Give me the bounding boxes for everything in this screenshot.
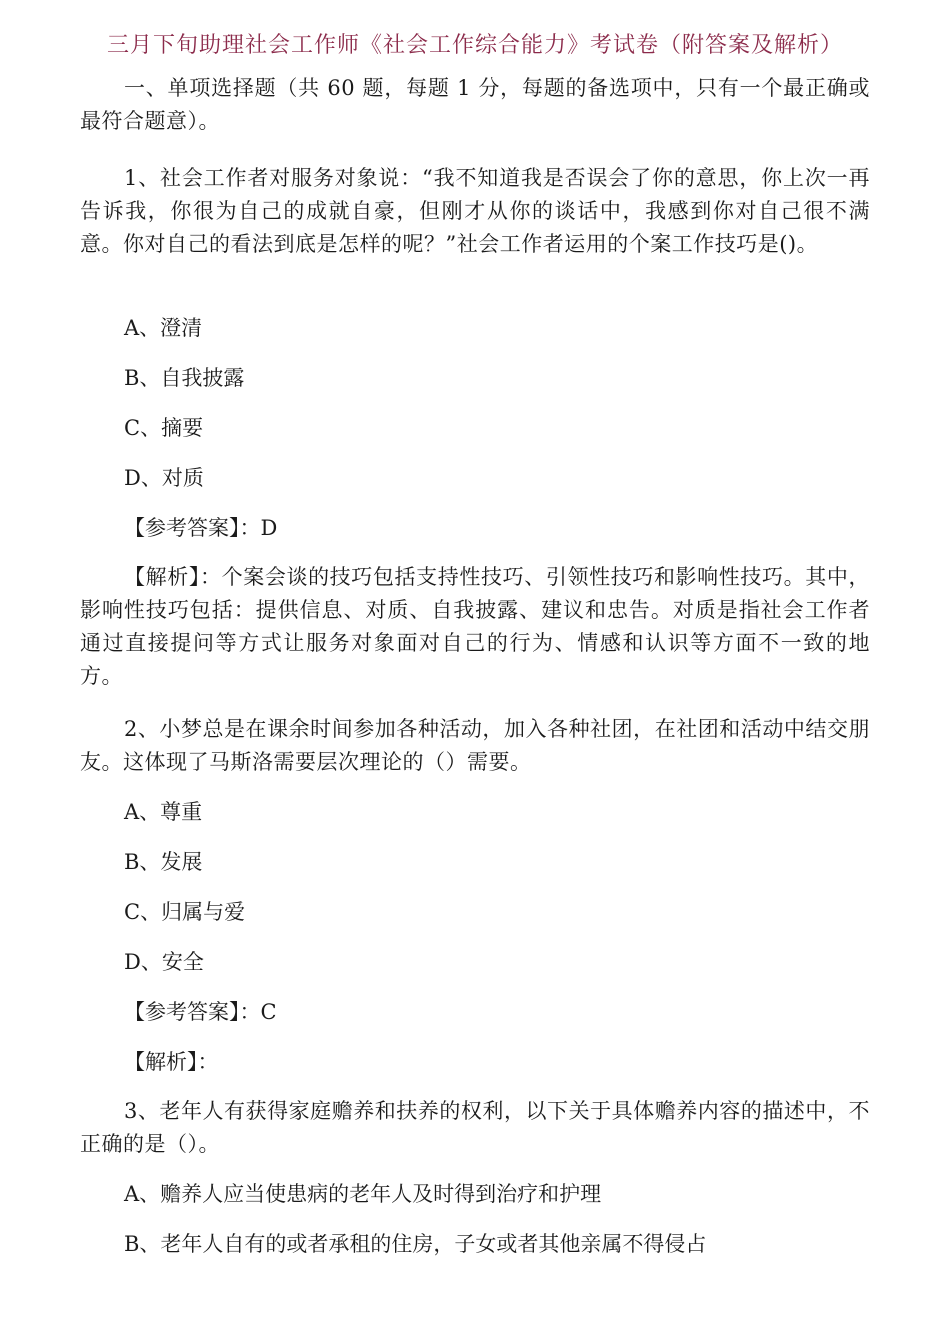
- question-1-option-a: A、澄清: [124, 316, 203, 340]
- analysis-label: 【解析】：: [124, 1050, 219, 1074]
- question-2-option-c: C、归属与爱: [124, 900, 246, 924]
- question-3-option-b: B、老年人自有的或者承租的住房，子女或者其他亲属不得侵占: [124, 1232, 707, 1256]
- question-1-analysis: [80, 561, 870, 693]
- document-title: 三月下旬助理社会工作师《社会工作综合能力》考试卷（附答案及解析）: [106, 33, 843, 58]
- answer-value: C: [260, 1000, 277, 1024]
- question-2-analysis: [124, 1047, 219, 1077]
- question-2-stem: 2、小梦总是在课余时间参加各种活动，加入各种社团，在社团和活动中结交朋友。这体现了马斯洛需要层次理论的（）需要。: [80, 717, 870, 774]
- answer-label: 【参考答案】：: [124, 516, 261, 540]
- analysis-label: 【解析】：: [124, 565, 222, 589]
- answer-value: D: [260, 516, 278, 540]
- question-1-option-b: B、自我披露: [124, 366, 245, 390]
- answer-label: 【参考答案】：: [124, 1000, 261, 1024]
- question-2-answer: [124, 997, 277, 1027]
- question-2-option-b: B、发展: [124, 850, 203, 874]
- question-1-answer: [124, 513, 277, 543]
- question-1-option-d: D、对质: [124, 466, 204, 490]
- question-3-stem: 3、老年人有获得家庭赡养和扶养的权利，以下关于具体赡养内容的描述中，不正确的是（）。: [80, 1099, 870, 1156]
- analysis-text: 个案会谈的技巧包括支持性技巧、引领性技巧和影响性技巧。其中，影响性技巧包括：提供信息、对质、自我披露、建议和忠告。对质是指社会工作者通过直接提问等方式让服务对象面对自己的行为、情感和认识等方面不一致的地方。: [80, 565, 871, 688]
- question-3-option-a: A、赡养人应当使患病的老年人及时得到治疗和护理: [124, 1182, 602, 1206]
- section-heading: 一、单项选择题（共 60 题，每题 1 分，每题的备选项中，只有一个最正确或最符合题意）。: [80, 76, 870, 133]
- question-1-option-c: C、摘要: [124, 416, 204, 440]
- question-1-stem: 1、社会工作者对服务对象说：“我不知道我是否误会了你的意思，你上次一再告诉我，你很为自己的成就自豪，但刚才从你的谈话中，我感到你对自己很不满意。你对自己的看法到底是怎样的呢？”社会工作者运用的个案工作技巧是()。: [80, 166, 870, 256]
- question-2-option-d: D、安全: [124, 950, 204, 974]
- question-2-option-a: A、尊重: [124, 800, 203, 824]
